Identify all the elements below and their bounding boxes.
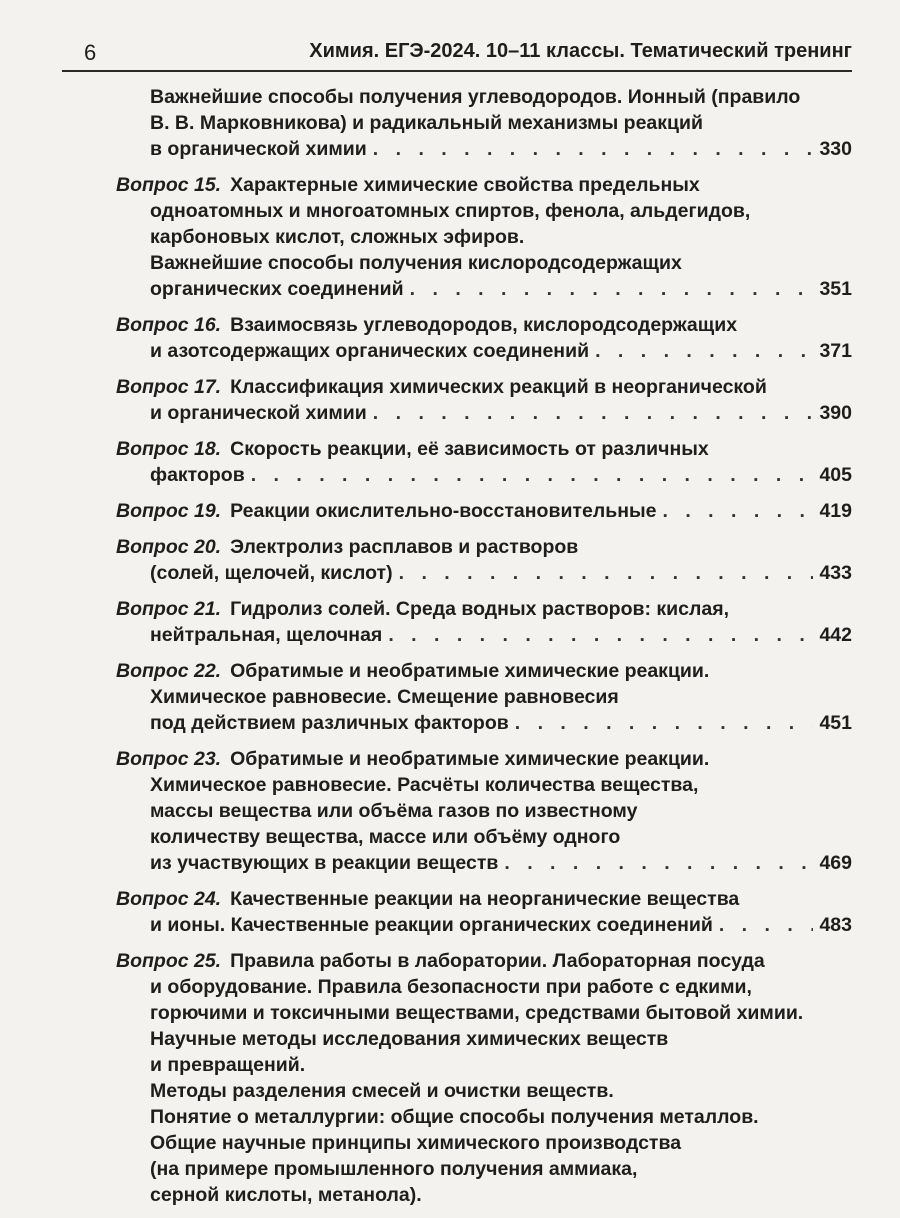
entry-text: нейтральная, щелочная <box>150 624 383 646</box>
entry-text: Важнейшие способы получения углеводородов. Ионный (правило <box>150 86 801 108</box>
question-label: Вопрос 18. <box>116 438 222 460</box>
toc-line <box>116 596 852 622</box>
page-header <box>62 36 852 72</box>
dot-leader <box>662 498 813 524</box>
entry-text: Реакции окислительно-восстановительные <box>230 500 657 522</box>
page-reference: 442 <box>819 624 852 646</box>
entry-text: и ионы. Качественные реакции органических соединений <box>150 914 713 936</box>
toc-line <box>116 198 852 224</box>
toc-line <box>116 912 852 938</box>
toc-entry <box>116 84 852 162</box>
question-label: Вопрос 21. <box>116 598 222 620</box>
toc-line <box>116 172 852 198</box>
question-label: Вопрос 17. <box>116 376 222 398</box>
toc-entry <box>116 746 852 876</box>
toc-line <box>116 658 852 684</box>
entry-text: Важнейшие способы получения кислородсодержащих <box>150 252 682 274</box>
toc-entry <box>116 498 852 524</box>
page-reference: 351 <box>819 278 852 300</box>
page-reference: 330 <box>819 138 852 160</box>
table-of-contents <box>116 84 852 1218</box>
toc-entry <box>116 312 852 364</box>
entry-text: одноатомных и многоатомных спиртов, фенола, альдегидов, <box>150 200 751 222</box>
dot-leader <box>251 462 814 488</box>
entry-text: Характерные химические свойства предельных <box>230 174 700 196</box>
toc-line <box>116 1078 852 1104</box>
entry-text: Взаимосвязь углеводородов, кислородсодержащих <box>230 314 738 336</box>
page-reference: 483 <box>819 914 852 936</box>
toc-line <box>116 224 852 250</box>
entry-text: Правила работы в лаборатории. Лабораторная посуда <box>230 950 765 972</box>
toc-line <box>116 1052 852 1078</box>
toc-line <box>116 374 852 400</box>
toc-line <box>116 710 852 736</box>
entry-text: Обратимые и необратимые химические реакции. <box>230 748 710 770</box>
question-label: Вопрос 15. <box>116 174 222 196</box>
entry-text: Обратимые и необратимые химические реакции. <box>230 660 710 682</box>
toc-line <box>116 798 852 824</box>
toc-line <box>116 772 852 798</box>
entry-text: органических соединений <box>150 278 404 300</box>
toc-line <box>116 534 852 560</box>
page-reference: 451 <box>819 712 852 734</box>
entry-text: и азотсодержащих органических соединений <box>150 340 590 362</box>
entry-text: из участвующих в реакции веществ <box>150 852 499 874</box>
toc-line <box>116 110 852 136</box>
toc-entry <box>116 172 852 302</box>
toc-line <box>116 1130 852 1156</box>
running-title: Химия. ЕГЭ-2024. 10–11 классы. Тематический тренинг <box>309 40 852 62</box>
toc-line <box>116 622 852 648</box>
toc-line <box>116 276 852 302</box>
entry-text: под действием различных факторов <box>150 712 509 734</box>
entry-text: в органической химии <box>150 138 367 160</box>
entry-text: (на примере промышленного получения аммиака, <box>150 1158 638 1180</box>
toc-line <box>116 1182 852 1208</box>
toc-entry <box>116 658 852 736</box>
dot-leader <box>388 622 813 648</box>
toc-entry <box>116 436 852 488</box>
entry-text: факторов <box>150 464 245 486</box>
toc-entry <box>116 374 852 426</box>
entry-text: Общие научные принципы химического производства <box>150 1132 682 1154</box>
page-number: 6 <box>84 40 97 65</box>
toc-line <box>116 886 852 912</box>
toc-entry <box>116 596 852 648</box>
dot-leader <box>410 276 814 302</box>
toc-line <box>116 560 852 586</box>
question-label: Вопрос 16. <box>116 314 222 336</box>
entry-text: Химическое равновесие. Расчёты количества вещества, <box>150 774 699 796</box>
entry-text: массы вещества или объёма газов по известному <box>150 800 638 822</box>
toc-entry <box>116 534 852 586</box>
entry-text: В. В. Марковникова) и радикальный механизмы реакций <box>150 112 703 134</box>
entry-text: (солей, щелочей, кислот) <box>150 562 393 584</box>
question-label: Вопрос 20. <box>116 536 222 558</box>
page-reference: 405 <box>819 464 852 486</box>
toc-line <box>116 1156 852 1182</box>
toc-entry <box>116 948 852 1208</box>
question-label: Вопрос 19. <box>116 500 222 522</box>
toc-line <box>116 338 852 364</box>
entry-text: Классификация химических реакций в неорганической <box>230 376 767 398</box>
page-reference: 390 <box>819 402 852 424</box>
page-reference: 419 <box>819 500 852 522</box>
toc-line <box>116 850 852 876</box>
entry-text: Научные методы исследования химических веществ <box>150 1028 669 1050</box>
toc-line <box>116 824 852 850</box>
entry-text: и органической химии <box>150 402 367 424</box>
toc-line <box>116 1026 852 1052</box>
question-label: Вопрос 25. <box>116 950 222 972</box>
page-reference: 371 <box>819 340 852 362</box>
dot-leader <box>504 850 813 876</box>
entry-text: Химическое равновесие. Смещение равновесия <box>150 686 619 708</box>
toc-line <box>116 1104 852 1130</box>
entry-text: Скорость реакции, её зависимость от различных <box>230 438 709 460</box>
toc-line <box>116 948 852 974</box>
toc-line <box>116 312 852 338</box>
dot-leader <box>515 710 814 736</box>
dot-leader <box>595 338 813 364</box>
entry-text: Понятие о металлургии: общие способы получения металлов. <box>150 1106 759 1128</box>
toc-line <box>116 746 852 772</box>
entry-text: Гидролиз солей. Среда водных растворов: кислая, <box>230 598 730 620</box>
entry-text: карбоновых кислот, сложных эфиров. <box>150 226 525 248</box>
toc-line <box>116 250 852 276</box>
dot-leader <box>373 400 814 426</box>
question-label: Вопрос 22. <box>116 660 222 682</box>
question-label: Вопрос 23. <box>116 748 222 770</box>
toc-line <box>116 974 852 1000</box>
entry-text: серной кислоты, метанола). <box>150 1184 422 1206</box>
entry-text: и оборудование. Правила безопасности при работе с едкими, <box>150 976 752 998</box>
question-label: Вопрос 24. <box>116 888 222 910</box>
toc-line <box>116 136 852 162</box>
toc-line <box>116 684 852 710</box>
entry-text: горючими и токсичными веществами, средствами бытовой химии. <box>150 1002 804 1024</box>
dot-leader <box>373 136 814 162</box>
entry-text: Качественные реакции на неорганические вещества <box>230 888 740 910</box>
toc-entry <box>116 886 852 938</box>
page-reference: 469 <box>819 852 852 874</box>
entry-text: Электролиз расплавов и растворов <box>230 536 579 558</box>
toc-line <box>116 436 852 462</box>
entry-text: Методы разделения смесей и очистки веществ. <box>150 1080 614 1102</box>
toc-line <box>116 84 852 110</box>
toc-line <box>116 498 852 524</box>
page-reference: 433 <box>819 562 852 584</box>
dot-leader <box>719 912 814 938</box>
toc-line <box>116 400 852 426</box>
toc-line <box>116 1000 852 1026</box>
entry-text: количеству вещества, массе или объёму одного <box>150 826 621 848</box>
entry-text: и превращений. <box>150 1054 306 1076</box>
toc-line <box>116 462 852 488</box>
dot-leader <box>399 560 814 586</box>
